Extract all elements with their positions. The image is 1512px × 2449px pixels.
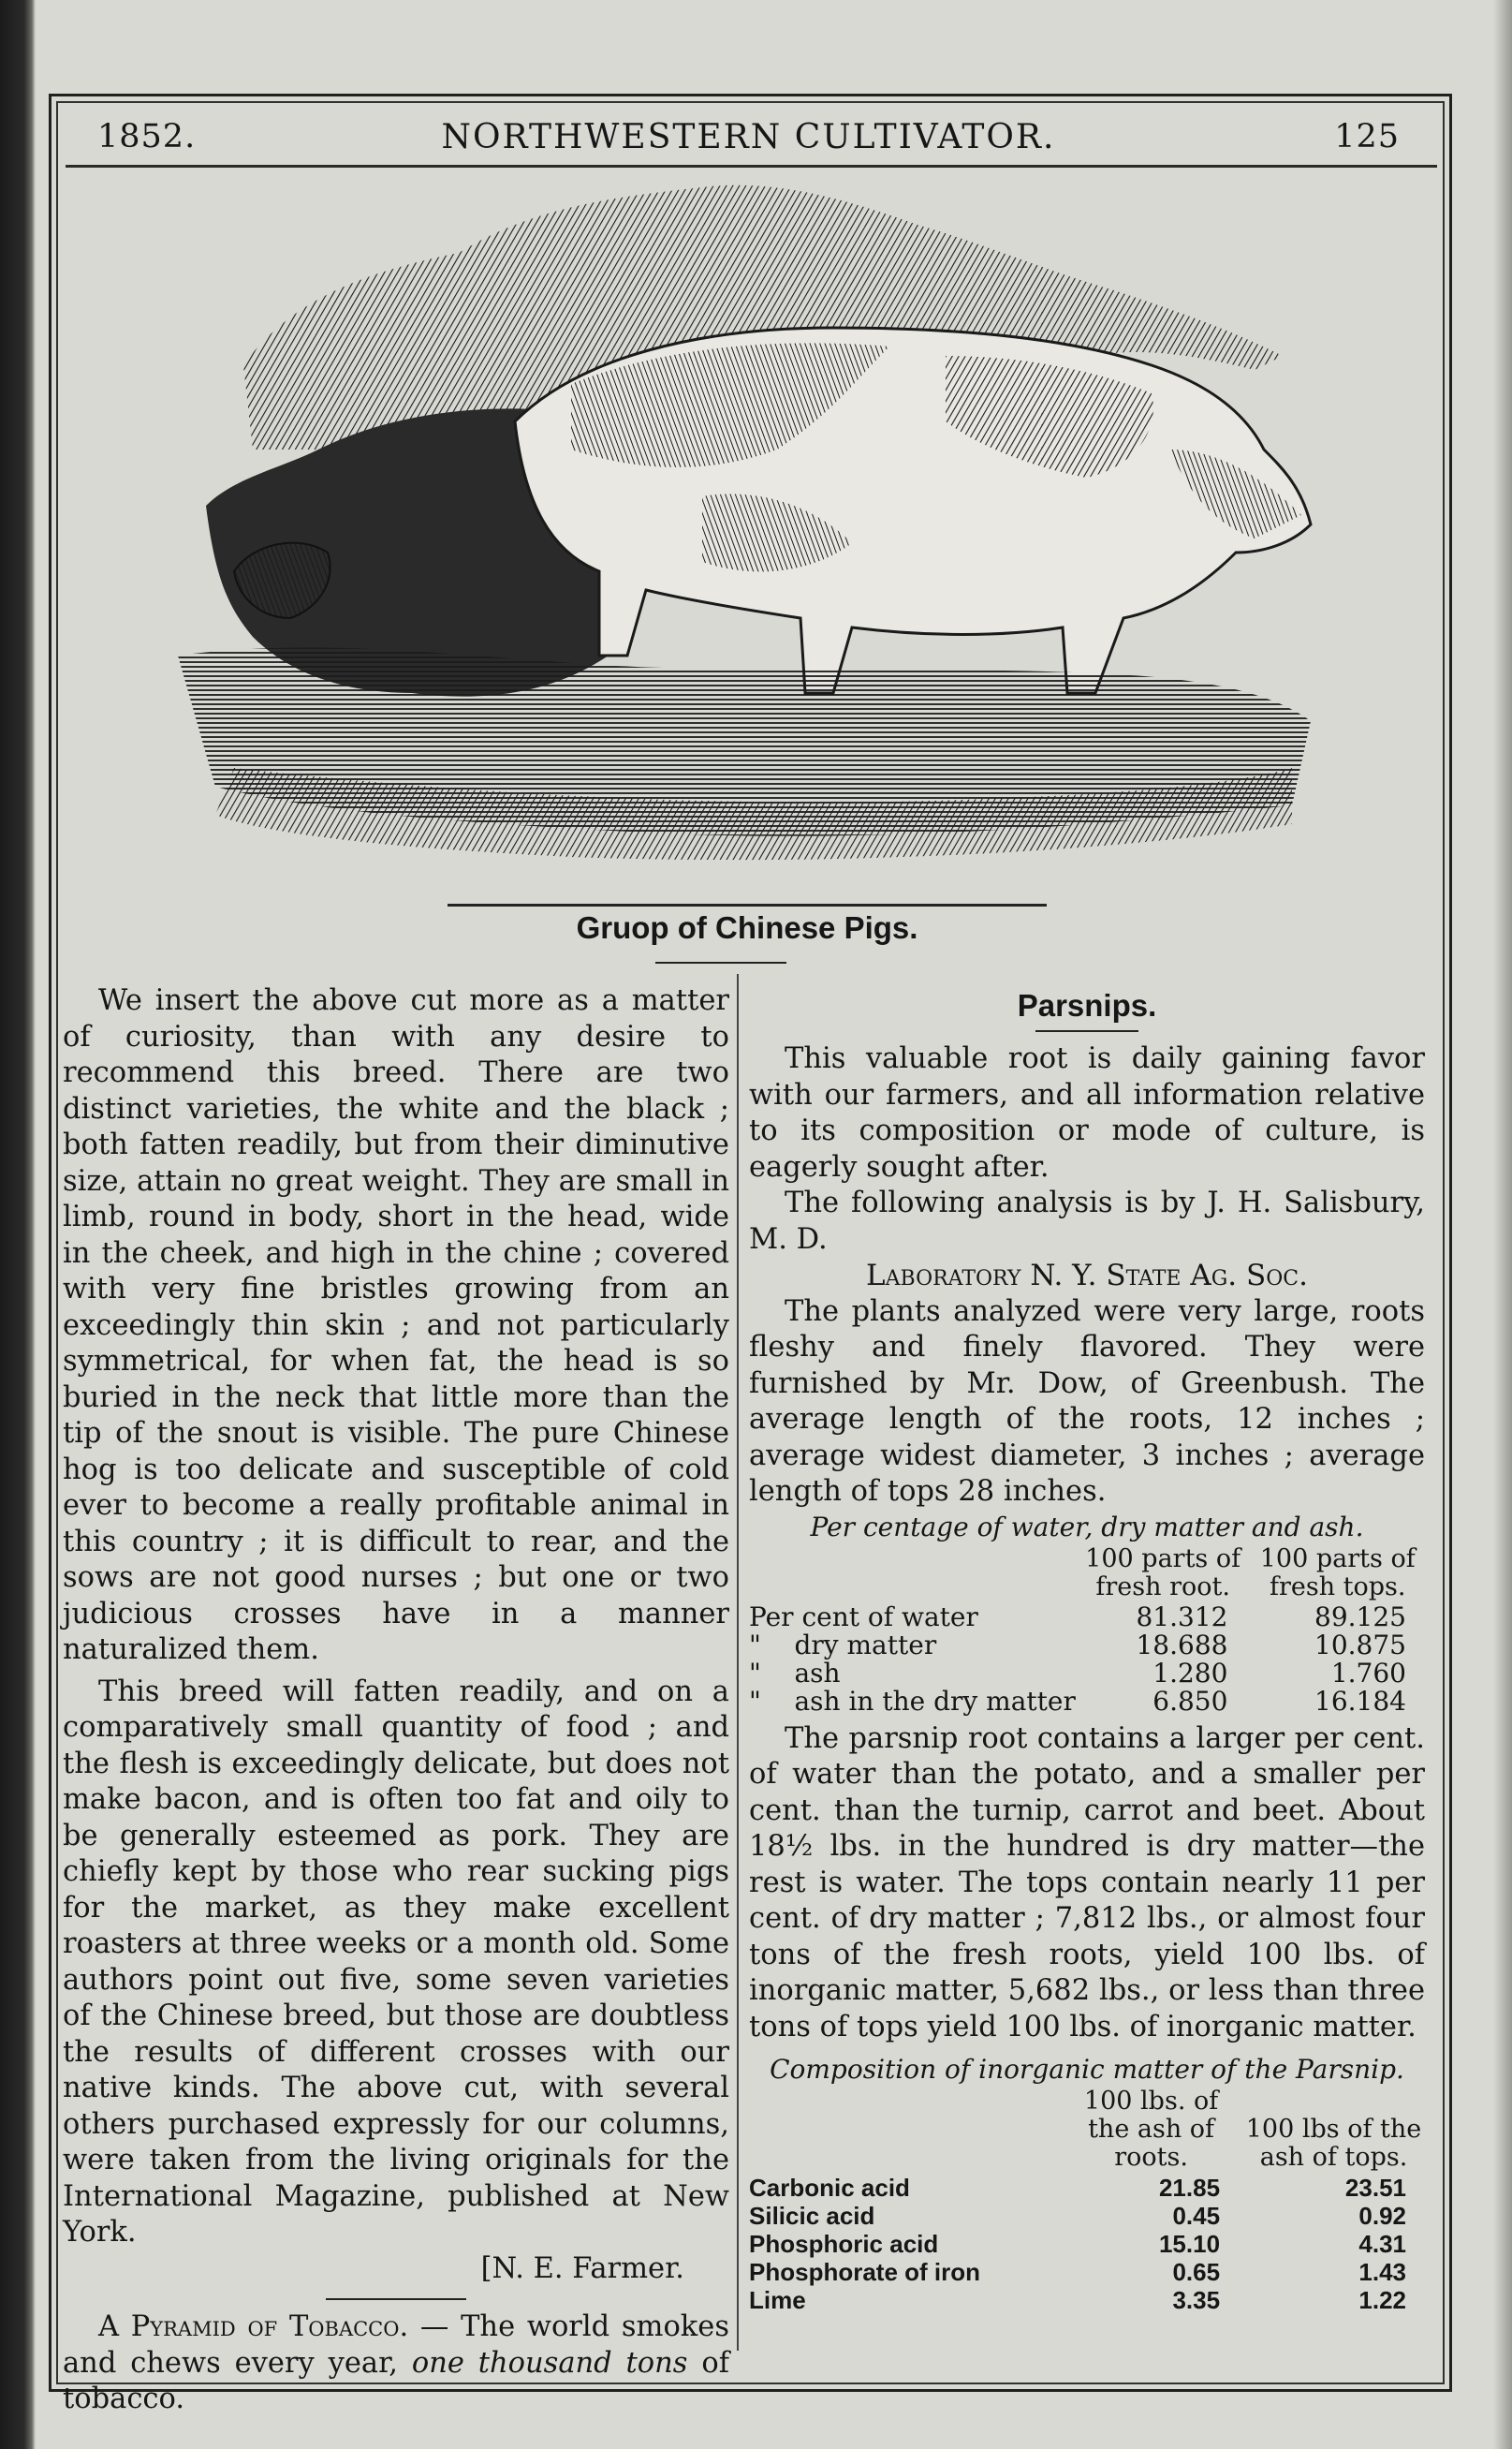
- tobacco-heading: A Pyramid of Tobacco.: [98, 2310, 409, 2343]
- masthead-title: NORTHWESTERN CULTIVATOR.: [441, 118, 1056, 156]
- page-number: 125: [1334, 118, 1400, 155]
- parsnips-paragraph-4: The parsnip root contains a larger per cent. of water than the potato, and a smaller per cent. than the turnip, carrot and beet. About 18½ lbs. in the hundred is dry matter—the rest is water. The tops contain nearly 11 per cent. of dry matter ; 7,812 lbs., or almost four tons of the fresh roots, yield 100 lbs. of inorganic matter, 5,682 lbs., or less than three tons of tops yield 100 lbs. of inorganic matter.: [749, 1721, 1425, 2043]
- source-signature: [N. E. Farmer.: [480, 2251, 684, 2285]
- parsnips-title: Parsnips.: [1017, 988, 1157, 1023]
- header-year: 1852.: [97, 118, 197, 155]
- water-ash-table: [749, 1544, 1425, 1716]
- tops-value: 4.31: [1358, 2230, 1406, 2258]
- column-divider: [737, 974, 739, 2351]
- caption-bottom-rule: [655, 962, 786, 964]
- tops-value: 16.184: [1314, 1685, 1406, 1717]
- parsnips-paragraph-2: The following analysis is by J. H. Salisbury, M. D.: [749, 1187, 1425, 1256]
- chinese-pigs-paragraph-1: We insert the above cut more as a matter of curiosity, than with any desire to recommend this breed. There are two distinct varieties, the white and the black ; both fatten readily, but from their diminutive size, attain no great weight. They are small in limb, round in body, short in the head, wide in the cheek, and high in the chine ; covered with very fine bristles growing from an exceedingly thin skin ; and not particularly symmetrical, for when fat, the head is so buried in the neck that little more than the tip of the snout is visible. The pure Chinese hog is too delicate and susceptible of cold ever to become a really profitable animal in this country ; it is difficult to rear, and the sows are not good nurses ; but one or two judicious crosses have in a manner naturalized them.: [63, 984, 729, 1666]
- row-label: Carbonic acid: [749, 2174, 910, 2202]
- caption-top-rule: [448, 904, 1047, 907]
- tops-value: 1.760: [1330, 1657, 1406, 1689]
- illustration-caption: Gruop of Chinese Pigs.: [576, 910, 918, 945]
- roots-value: 18.688: [1136, 1629, 1228, 1660]
- row-label: Phosphorate of iron: [749, 2258, 980, 2286]
- roots-value: 0.45: [1172, 2202, 1221, 2230]
- table-row: [749, 1603, 1425, 1631]
- chinese-pigs-woodcut: [178, 169, 1320, 880]
- roots-value: 15.10: [1158, 2230, 1221, 2258]
- header-rule: [66, 165, 1437, 168]
- left-column: [63, 983, 729, 2418]
- book-binding-edge: [0, 0, 36, 2449]
- table-row: [749, 1631, 1425, 1660]
- row-label: Per cent of water: [749, 1601, 978, 1632]
- page-edge-shadow: [1493, 0, 1512, 2449]
- section-separator: [326, 2298, 466, 2300]
- row-label: " dry matter: [749, 1629, 937, 1660]
- table-row: [749, 1688, 1425, 1716]
- roots-value: 81.312: [1136, 1601, 1228, 1632]
- chinese-pigs-paragraph-2: This breed will fatten readily, and on a comparatively small quantity of food ; and the flesh is exceedingly delicate, but does not make bacon, and is often too fat and oily to be generally esteemed as pork. They are chiefly kept by those who rear sucking pigs for the market, as they make excellent roasters at three weeks or a month old. Some authors point out five, some seven varieties of the Chinese breed, but those are doubtless the results of different crosses with our native kinds. The above cut, with several others purchased expressly for our columns, were taken from the living originals for the International Magazine, published at New York.: [63, 1674, 729, 2249]
- table-row: [749, 2286, 1425, 2314]
- tops-value: 10.875: [1314, 1629, 1406, 1660]
- row-label: Lime: [749, 2286, 806, 2314]
- roots-value: 21.85: [1158, 2174, 1221, 2202]
- tobacco-text-2: of tobacco.: [63, 2346, 729, 2415]
- inorganic-matter-table: [749, 2087, 1425, 2314]
- parsnips-paragraph-3: The plants analyzed were very large, roots fleshy and finely flavored. They were furnished by Mr. Dow, of Greenbush. The average length of the roots, 12 inches ; average widest diameter, 3 inches ; average length of tops 28 inches.: [749, 1294, 1425, 1508]
- row-label: " ash in the dry matter: [749, 1685, 1076, 1717]
- tobacco-text-1: — The world smokes and chews every year,: [63, 2310, 729, 2380]
- table-row: [749, 2174, 1425, 2202]
- row-label: Phosphoric acid: [749, 2230, 939, 2258]
- tops-value: 23.51: [1344, 2174, 1406, 2202]
- roots-value: 0.65: [1172, 2258, 1221, 2286]
- page-header: [97, 112, 1400, 165]
- row-label: Silicic acid: [749, 2202, 875, 2230]
- table1-caption: Per centage of water, dry matter and ash.: [810, 1511, 1364, 1542]
- row-label: " ash: [749, 1657, 841, 1689]
- table1-col2-header: 100 parts of fresh tops.: [1259, 1543, 1416, 1601]
- roots-value: 3.35: [1172, 2286, 1221, 2314]
- table-row: [749, 1660, 1425, 1688]
- tobacco-paragraph: [63, 2309, 729, 2418]
- tops-value: 1.22: [1358, 2286, 1406, 2314]
- table2-col1-header: 100 lbs. of the ash of roots.: [1083, 2087, 1219, 2172]
- table1-col1-header: 100 parts of fresh root.: [1085, 1543, 1241, 1601]
- tops-value: 0.92: [1358, 2202, 1406, 2230]
- tops-value: 1.43: [1358, 2258, 1406, 2286]
- table-row: [749, 2230, 1425, 2258]
- parsnips-paragraph-1: This valuable root is daily gaining favor with our farmers, and all information relative to its composition or mode of culture, is eagerly sought after.: [749, 1042, 1425, 1184]
- table2-col2-header: 100 lbs of the ash of tops.: [1245, 2115, 1422, 2172]
- right-column: [749, 983, 1425, 2314]
- laboratory-heading: Laboratory N. Y. State Ag. Soc.: [866, 1259, 1308, 1292]
- table-row: [749, 2202, 1425, 2230]
- roots-value: 6.850: [1152, 1685, 1228, 1717]
- table-row: [749, 2258, 1425, 2286]
- roots-value: 1.280: [1152, 1657, 1228, 1689]
- title-rule: [1035, 1030, 1138, 1032]
- tops-value: 89.125: [1314, 1601, 1406, 1632]
- tobacco-italic: one thousand tons: [411, 2346, 688, 2380]
- table2-caption: Composition of inorganic matter of the Parsnip.: [770, 2054, 1404, 2085]
